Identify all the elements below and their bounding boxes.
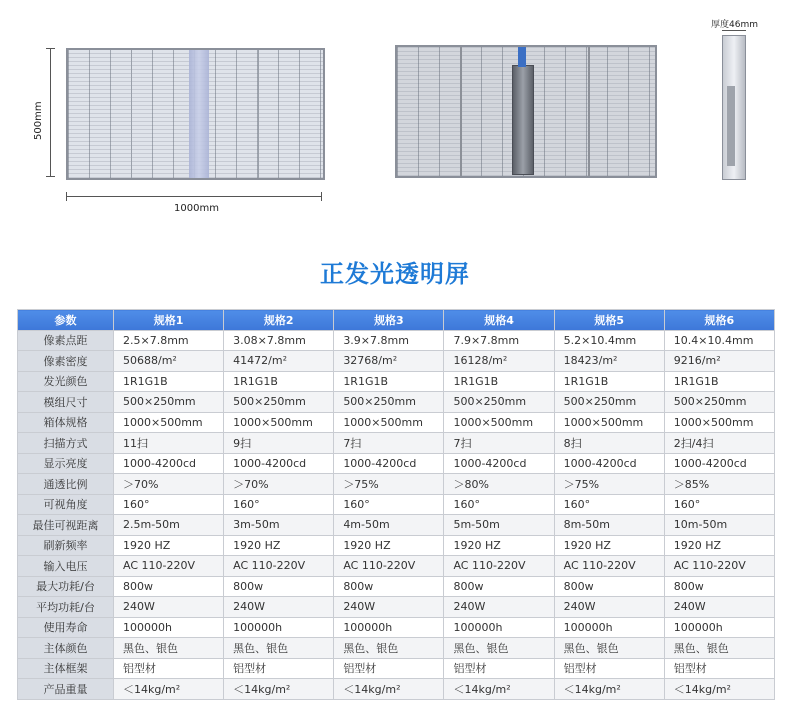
header-spec-4: 规格4 [444,310,554,331]
table-cell: 铝型材 [554,658,664,679]
row-label: 主体框架 [18,658,114,679]
table-cell: 1R1G1B [334,371,444,392]
table-cell: 9216/m² [664,351,774,372]
table-cell: 3.08×7.8mm [224,330,334,351]
table-cell: 160° [114,494,224,515]
table-cell: 1R1G1B [444,371,554,392]
table-cell: 10.4×10.4mm [664,330,774,351]
table-cell: 2.5m-50m [114,515,224,536]
row-label: 平均功耗/台 [18,597,114,618]
table-cell: 160° [224,494,334,515]
table-row [18,679,775,700]
table-row [18,515,775,536]
table-cell: 1920 HZ [334,535,444,556]
row-label: 产品重量 [18,679,114,700]
row-label: 像素点距 [18,330,114,351]
table-cell: 11扫 [114,433,224,454]
table-cell: 10m-50m [664,515,774,536]
row-label: 发光颜色 [18,371,114,392]
header-spec-6: 规格6 [664,310,774,331]
table-cell: 1000×500mm [554,412,664,433]
header-spec-3: 规格3 [334,310,444,331]
table-cell: 1000-4200cd [114,453,224,474]
table-row [18,617,775,638]
row-label: 箱体规格 [18,412,114,433]
row-label: 最佳可视距离 [18,515,114,536]
table-cell: 7扫 [334,433,444,454]
table-cell: 100000h [554,617,664,638]
table-row [18,433,775,454]
table-cell: AC 110-220V [334,556,444,577]
table-cell: 1000×500mm [114,412,224,433]
table-cell: 1920 HZ [114,535,224,556]
table-cell: ＜14kg/m² [114,679,224,700]
row-label: 通透比例 [18,474,114,495]
table-cell: 100000h [114,617,224,638]
table-cell: 1920 HZ [554,535,664,556]
table-cell: 1000-4200cd [554,453,664,474]
table-cell: 1000-4200cd [444,453,554,474]
thickness-label: 厚度46mm [711,20,758,30]
table-cell: ＜14kg/m² [444,679,554,700]
table-cell: 铝型材 [114,658,224,679]
table-cell: 800w [114,576,224,597]
table-cell: 160° [664,494,774,515]
table-row [18,576,775,597]
width-dimension-tick-right [321,192,322,201]
table-cell: 240W [334,597,444,618]
table-cell: 16128/m² [444,351,554,372]
table-cell: 240W [114,597,224,618]
height-dimension-tick-top [46,48,55,49]
table-cell: 500×250mm [444,392,554,413]
table-cell: 41472/m² [224,351,334,372]
table-cell: ＞70% [224,474,334,495]
table-cell: 7.9×7.8mm [444,330,554,351]
row-label: 主体颜色 [18,638,114,659]
page-title: 正发光透明屏 [320,260,470,288]
table-row [18,474,775,495]
table-cell: 100000h [224,617,334,638]
table-row [18,658,775,679]
table-cell: 18423/m² [554,351,664,372]
table-cell: 500×250mm [114,392,224,413]
table-cell: 铝型材 [224,658,334,679]
table-cell: 8m-50m [554,515,664,536]
table-cell: 黑色、银色 [334,638,444,659]
row-label: 模组尺寸 [18,392,114,413]
table-cell: 50688/m² [114,351,224,372]
table-row [18,371,775,392]
table-cell: 160° [554,494,664,515]
table-row [18,412,775,433]
table-row [18,494,775,515]
row-label: 最大功耗/台 [18,576,114,597]
table-cell: 100000h [664,617,774,638]
table-cell: AC 110-220V [554,556,664,577]
table-cell: 1R1G1B [664,371,774,392]
table-cell: 1000×500mm [444,412,554,433]
row-label: 像素密度 [18,351,114,372]
table-row [18,556,775,577]
table-cell: AC 110-220V [664,556,774,577]
table-row [18,351,775,372]
table-cell: 1000-4200cd [224,453,334,474]
table-cell: 1920 HZ [224,535,334,556]
table-header-row [18,310,775,331]
table-cell: AC 110-220V [444,556,554,577]
row-label: 刷新频率 [18,535,114,556]
width-dimension-label: 1000mm [174,203,219,214]
table-cell: 铝型材 [664,658,774,679]
table-cell: AC 110-220V [224,556,334,577]
table-cell: 100000h [334,617,444,638]
table-cell: 7扫 [444,433,554,454]
table-cell: 1000×500mm [664,412,774,433]
table-cell: 160° [334,494,444,515]
table-cell: ＜14kg/m² [664,679,774,700]
table-cell: 100000h [444,617,554,638]
thickness-dimension-line [722,30,746,31]
table-cell: 5m-50m [444,515,554,536]
table-row [18,392,775,413]
table-cell: 黑色、银色 [444,638,554,659]
table-cell: 铝型材 [444,658,554,679]
table-row [18,535,775,556]
table-cell: 3.9×7.8mm [334,330,444,351]
table-cell: 黑色、银色 [554,638,664,659]
table-cell: 32768/m² [334,351,444,372]
table-cell: 1000-4200cd [664,453,774,474]
table-cell: 800w [224,576,334,597]
width-dimension-tick-left [66,192,67,201]
header-spec-1: 规格1 [114,310,224,331]
table-row [18,330,775,351]
table-cell: 1000×500mm [224,412,334,433]
table-cell: ＞80% [444,474,554,495]
table-cell: 1R1G1B [554,371,664,392]
table-cell: ＜14kg/m² [334,679,444,700]
table-cell: 500×250mm [334,392,444,413]
table-cell: 500×250mm [554,392,664,413]
table-cell: 500×250mm [664,392,774,413]
table-cell: ＞75% [334,474,444,495]
height-dimension-label: 500mm [33,101,44,140]
spec-table [17,309,775,700]
table-cell: 5.2×10.4mm [554,330,664,351]
table-cell: 160° [444,494,554,515]
table-cell: 1R1G1B [114,371,224,392]
table-cell: 800w [444,576,554,597]
table-cell: 1920 HZ [444,535,554,556]
table-cell: 800w [664,576,774,597]
table-cell: 8扫 [554,433,664,454]
header-spec-2: 规格2 [224,310,334,331]
table-cell: 800w [554,576,664,597]
table-cell: ＜14kg/m² [554,679,664,700]
table-cell: 3m-50m [224,515,334,536]
table-cell: 240W [554,597,664,618]
table-cell: 1R1G1B [224,371,334,392]
header-param: 参数 [18,310,114,331]
table-cell: 240W [444,597,554,618]
row-label: 可视角度 [18,494,114,515]
table-cell: AC 110-220V [114,556,224,577]
table-cell: 黑色、银色 [224,638,334,659]
table-cell: ＜14kg/m² [224,679,334,700]
table-cell: 黑色、银色 [114,638,224,659]
table-cell: 240W [664,597,774,618]
table-cell: ＞75% [554,474,664,495]
row-label: 输入电压 [18,556,114,577]
table-cell: 800w [334,576,444,597]
table-row [18,597,775,618]
table-cell: 2扫/4扫 [664,433,774,454]
table-cell: 铝型材 [334,658,444,679]
table-cell: 2.5×7.8mm [114,330,224,351]
back-panel-image [395,45,657,178]
table-cell: 1000×500mm [334,412,444,433]
table-cell: 1920 HZ [664,535,774,556]
table-cell: 500×250mm [224,392,334,413]
header-spec-5: 规格5 [554,310,664,331]
table-cell: ＞70% [114,474,224,495]
table-cell: 黑色、银色 [664,638,774,659]
table-row [18,638,775,659]
product-drawings [0,0,790,230]
height-dimension-line [50,48,51,177]
table-cell: 1000-4200cd [334,453,444,474]
row-label: 显示亮度 [18,453,114,474]
table-row [18,453,775,474]
height-dimension-tick-bottom [46,176,55,177]
front-panel-image [66,48,325,180]
width-dimension-line [66,196,322,197]
table-cell: 240W [224,597,334,618]
row-label: 扫描方式 [18,433,114,454]
row-label: 使用寿命 [18,617,114,638]
table-cell: 9扫 [224,433,334,454]
table-cell: 4m-50m [334,515,444,536]
table-cell: ＞85% [664,474,774,495]
side-panel-image [722,35,746,180]
